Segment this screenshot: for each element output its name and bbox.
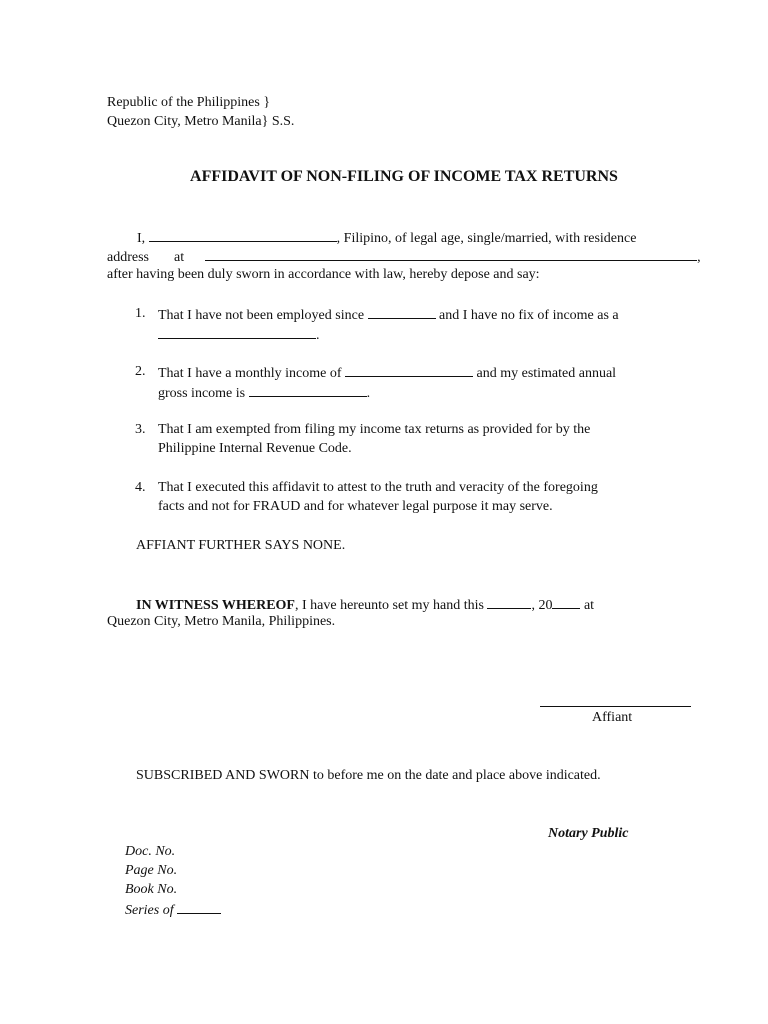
intro-mid: , Filipino, of legal age, single/married, with residence (336, 231, 637, 246)
venue-line-1: Republic of the Philippines } (107, 95, 271, 110)
witness-bold: IN WITNESS WHEREOF (136, 598, 295, 613)
item-4-line-1: That I executed this affidavit to attest to the truth and veracity of the foregoing (158, 480, 598, 495)
item-4-number: 4. (135, 480, 146, 495)
name-blank[interactable] (149, 229, 337, 242)
item-1-number: 1. (135, 306, 146, 321)
item-2-text-a: That I have a monthly income of (158, 366, 342, 381)
document-title: AFFIDAVIT OF NON-FILING OF INCOME TAX RETURNS (190, 168, 618, 185)
item-2-text-b: and my estimated annual (476, 366, 617, 381)
witness-year-prefix: , 20 (531, 598, 553, 613)
item-1-period: . (316, 328, 320, 343)
item-2-line-1 (158, 364, 616, 382)
item-2-number: 2. (135, 364, 146, 379)
intro-address: address (107, 250, 149, 265)
venue-line-2: Quezon City, Metro Manila} S.S. (107, 114, 295, 129)
day-blank[interactable] (487, 596, 531, 609)
item-4-line-2: facts and not for FRAUD and for whatever legal purpose it may serve. (158, 499, 553, 514)
witness-line-1 (136, 596, 594, 614)
intro-line-3: after having been duly sworn in accordance with law, hereby depose and say: (107, 267, 540, 282)
item-1-line-2 (158, 326, 320, 344)
witness-text: , I have hereunto set my hand this (294, 598, 484, 613)
item-2-period: . (366, 386, 371, 401)
item-2-text-c: gross income is (158, 386, 246, 401)
intro-line-1 (137, 229, 636, 247)
witness-at: at (583, 598, 595, 613)
item-1-text-a: That I have not been employed since (158, 308, 365, 323)
series-label: Series of (125, 903, 174, 918)
witness-line-2: Quezon City, Metro Manila, Philippines. (107, 614, 336, 629)
subscribed-sworn: SUBSCRIBED AND SWORN to before me on the date and place above indicated. (136, 768, 601, 783)
doc-no: Doc. No. (125, 844, 176, 859)
item-1-line-1 (158, 306, 619, 324)
item-3-number: 3. (135, 422, 146, 437)
intro-line-2 (107, 248, 701, 266)
series-of (125, 901, 221, 919)
notary-public-label: Notary Public (548, 826, 629, 841)
page-no: Page No. (125, 863, 178, 878)
monthly-income-blank[interactable] (345, 364, 473, 377)
year-blank[interactable] (552, 596, 580, 609)
item-3-line-1: That I am exempted from filing my income tax returns as provided for by the (158, 422, 591, 437)
address-blank[interactable] (205, 248, 697, 261)
book-no: Book No. (125, 882, 178, 897)
affiant-further-says: AFFIANT FURTHER SAYS NONE. (136, 538, 346, 553)
annual-income-blank[interactable] (249, 384, 367, 397)
affiant-signature-line[interactable] (540, 706, 691, 707)
item-1-text-b: and I have no fix of income as a (439, 308, 619, 323)
intro-i: I, (137, 231, 146, 246)
intro-at: at (174, 250, 185, 265)
item-2-line-2 (158, 384, 370, 402)
intro-comma: , (697, 250, 701, 265)
employed-since-blank[interactable] (368, 306, 436, 319)
affiant-label: Affiant (592, 710, 633, 725)
series-blank[interactable] (177, 901, 221, 914)
item-3-line-2: Philippine Internal Revenue Code. (158, 441, 352, 456)
occupation-blank[interactable] (158, 326, 316, 339)
